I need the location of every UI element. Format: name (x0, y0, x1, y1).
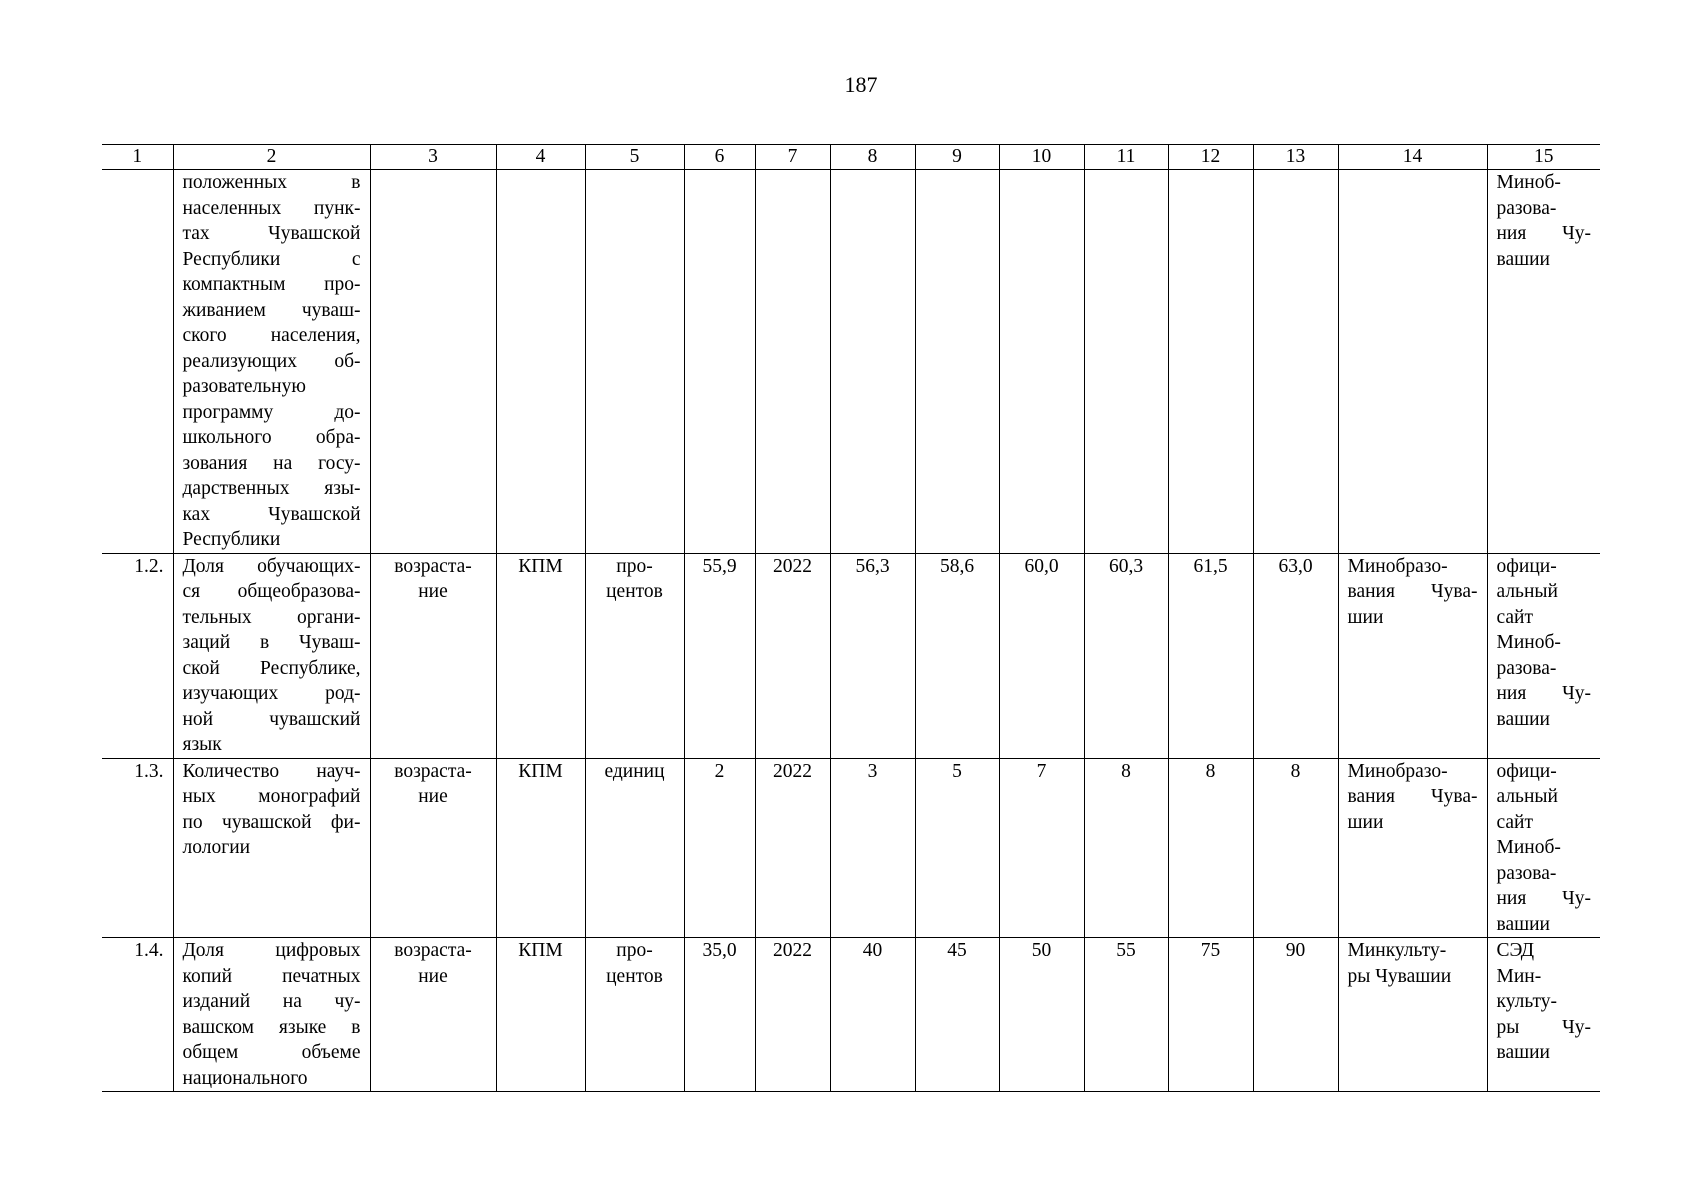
trend-cell (370, 170, 496, 554)
indicator-name-cell-line: копий печатных (182, 965, 361, 987)
source-cell-line: Мин- (1496, 965, 1542, 987)
table-row (102, 553, 1600, 758)
target-value-cell: 7 (999, 758, 1084, 938)
column-header: 7 (755, 145, 830, 170)
source-cell-line: офици- (1496, 555, 1557, 577)
column-header: 4 (496, 145, 585, 170)
indicator-name-cell-line: ной чувашский (182, 708, 361, 730)
indicator-name-cell-line: Республики с (182, 248, 361, 270)
target-value-cell: 90 (1253, 938, 1338, 1092)
column-header: 5 (585, 145, 684, 170)
responsible-cell-line: Минобразо- (1347, 555, 1448, 577)
unit-cell (585, 938, 684, 1092)
column-header: 15 (1487, 145, 1600, 170)
indicator-name-cell-line: компактным про- (182, 274, 361, 295)
indicator-name-cell-line: общем объеме (182, 1042, 361, 1063)
source-cell-line: ния Чу- (1496, 683, 1591, 704)
unit-cell-line: центов (606, 965, 663, 987)
source-cell-line: разова- (1496, 197, 1557, 219)
source-cell-line: разова- (1496, 657, 1557, 679)
target-value-cell: 50 (999, 938, 1084, 1092)
indicator-type-cell: КПМ (496, 758, 585, 938)
target-value-cell: 58,6 (915, 553, 999, 758)
source-cell-line: Миноб- (1496, 632, 1561, 653)
source-cell-line: сайт (1496, 606, 1534, 628)
source-cell-line: Миноб- (1496, 837, 1561, 858)
responsible-cell-line: Минкульту- (1347, 940, 1447, 961)
indicator-name-cell-line: вашском языке в (182, 1016, 361, 1038)
column-header: 14 (1338, 145, 1487, 170)
target-value-cell: 60,3 (1084, 553, 1168, 758)
target-value-cell (999, 170, 1084, 554)
responsible-cell (1338, 553, 1487, 758)
target-value-cell: 61,5 (1168, 553, 1253, 758)
indicator-type-cell: КПМ (496, 938, 585, 1092)
row-number-cell: 1.2. (102, 553, 173, 758)
column-header: 13 (1253, 145, 1338, 170)
unit-cell-line: центов (606, 581, 663, 602)
responsible-cell-line: вания Чува- (1347, 581, 1478, 602)
column-header: 12 (1168, 145, 1253, 170)
indicator-name-cell-line: язык (182, 734, 222, 755)
column-header: 10 (999, 145, 1084, 170)
column-header: 1 (102, 145, 173, 170)
indicator-name-cell-line: ках Чувашской (182, 503, 361, 525)
source-cell-line: офици- (1496, 760, 1557, 782)
indicator-name-cell-line: Доля цифровых (182, 940, 361, 961)
base-year-cell: 2022 (755, 758, 830, 938)
responsible-cell (1338, 758, 1487, 938)
source-cell-line: альный (1496, 581, 1558, 602)
target-value-cell: 45 (915, 938, 999, 1092)
indicator-name-cell-line: школьного обра- (182, 427, 361, 448)
indicator-name-cell-line: населенных пунк- (182, 197, 361, 219)
indicator-name-cell-line: лологии (182, 837, 251, 858)
target-value-cell: 63,0 (1253, 553, 1338, 758)
indicator-name-cell-line: живанием чуваш- (182, 299, 361, 321)
trend-cell (370, 938, 496, 1092)
source-cell (1487, 170, 1600, 554)
responsible-cell-line: Минобразо- (1347, 760, 1448, 782)
source-cell-line: альный (1496, 786, 1558, 807)
base-value-cell: 35,0 (684, 938, 755, 1092)
responsible-cell-line: ры Чувашии (1347, 965, 1452, 987)
unit-cell (585, 758, 684, 938)
target-value-cell (830, 170, 915, 554)
target-value-cell: 75 (1168, 938, 1253, 1092)
source-cell-line: вашии (1496, 708, 1550, 730)
unit-cell-line: единиц (604, 760, 665, 782)
indicator-name-cell-line: ского населения, (182, 325, 361, 346)
responsible-cell-line: вания Чува- (1347, 786, 1478, 807)
responsible-cell-line: шии (1347, 606, 1384, 628)
base-year-cell: 2022 (755, 938, 830, 1092)
base-value-cell (684, 170, 755, 554)
indicator-name-cell-line: программу до- (182, 401, 361, 423)
target-value-cell (915, 170, 999, 554)
source-cell-line: ры Чу- (1496, 1016, 1591, 1038)
indicator-name-cell-line: Республики (182, 529, 281, 550)
trend-cell-line: возраста- (394, 760, 472, 782)
indicator-type-cell: КПМ (496, 553, 585, 758)
source-cell-line: вашии (1496, 1042, 1550, 1063)
source-cell-line: разова- (1496, 862, 1557, 884)
trend-cell (370, 553, 496, 758)
trend-cell-line: возраста- (394, 555, 472, 577)
table-row (102, 758, 1600, 938)
responsible-cell (1338, 170, 1487, 554)
base-year-cell (755, 170, 830, 554)
responsible-cell-line: шии (1347, 811, 1384, 833)
source-cell-line: ния Чу- (1496, 888, 1591, 909)
source-cell-line: вашии (1496, 248, 1550, 270)
indicator-name-cell-line: по чувашской фи- (182, 811, 361, 833)
target-value-cell (1253, 170, 1338, 554)
source-cell-line: вашии (1496, 913, 1550, 935)
row-number-cell (102, 170, 173, 554)
row-number-cell: 1.4. (102, 938, 173, 1092)
indicator-name-cell (173, 758, 370, 938)
indicator-name-cell-line: изучающих род- (182, 683, 361, 704)
base-value-cell: 55,9 (684, 553, 755, 758)
indicator-name-cell-line: ской Республике, (182, 657, 361, 679)
column-header: 11 (1084, 145, 1168, 170)
indicator-name-cell-line: разовательную (182, 376, 306, 397)
indicator-name-cell (173, 938, 370, 1092)
table-row (102, 938, 1600, 1092)
target-value-cell: 8 (1168, 758, 1253, 938)
target-value-cell (1084, 170, 1168, 554)
indicator-name-cell-line: зования на госу- (182, 452, 361, 474)
source-cell-line: сайт (1496, 811, 1534, 833)
base-value-cell: 2 (684, 758, 755, 938)
indicator-name-cell-line: реализующих об- (182, 350, 361, 372)
target-value-cell (1168, 170, 1253, 554)
source-cell-line: культу- (1496, 991, 1557, 1012)
unit-cell (585, 553, 684, 758)
indicator-name-cell-line: Доля обучающих- (182, 555, 361, 577)
target-value-cell: 60,0 (999, 553, 1084, 758)
target-value-cell: 40 (830, 938, 915, 1092)
indicator-name-cell-line: национального (182, 1067, 308, 1089)
source-cell (1487, 553, 1600, 758)
trend-cell-line: возраста- (394, 940, 472, 961)
target-value-cell: 55 (1084, 938, 1168, 1092)
target-value-cell: 8 (1084, 758, 1168, 938)
page-number: 187 (844, 72, 878, 97)
indicator-name-cell-line: заций в Чуваш- (182, 632, 361, 653)
column-header: 2 (173, 145, 370, 170)
target-value-cell: 56,3 (830, 553, 915, 758)
source-cell-line: ния Чу- (1496, 223, 1591, 244)
column-header: 3 (370, 145, 496, 170)
indicator-type-cell (496, 170, 585, 554)
source-cell-line: СЭД (1496, 940, 1535, 961)
unit-cell-line: про- (616, 940, 653, 961)
indicator-name-cell-line: Количество науч- (182, 760, 361, 782)
target-value-cell: 3 (830, 758, 915, 938)
target-value-cell: 8 (1253, 758, 1338, 938)
indicator-name-cell-line: изданий на чу- (182, 991, 361, 1012)
unit-cell-line: про- (616, 555, 653, 577)
trend-cell-line: ние (418, 581, 448, 602)
indicator-name-cell (173, 553, 370, 758)
row-number-cell: 1.3. (102, 758, 173, 938)
indicator-name-cell-line: ся общеобразова- (182, 581, 361, 602)
table-row (102, 170, 1600, 554)
trend-cell-line: ние (418, 786, 448, 807)
indicator-name-cell-line: тельных органи- (182, 606, 361, 628)
column-header: 9 (915, 145, 999, 170)
source-cell (1487, 938, 1600, 1092)
responsible-cell (1338, 938, 1487, 1092)
indicator-name-cell (173, 170, 370, 554)
indicator-name-cell-line: дарственных язы- (182, 478, 361, 499)
column-header: 6 (684, 145, 755, 170)
trend-cell-line: ние (418, 965, 448, 987)
unit-cell (585, 170, 684, 554)
source-cell-line: Миноб- (1496, 172, 1561, 193)
column-header: 8 (830, 145, 915, 170)
target-value-cell: 5 (915, 758, 999, 938)
indicator-name-cell-line: тах Чувашской (182, 223, 361, 244)
indicator-name-cell-line: ных монографий (182, 786, 361, 807)
indicator-name-cell-line: положенных в (182, 172, 361, 193)
base-year-cell: 2022 (755, 553, 830, 758)
trend-cell (370, 758, 496, 938)
indicators-table (102, 144, 1600, 1092)
header-row (102, 145, 1600, 170)
source-cell (1487, 758, 1600, 938)
